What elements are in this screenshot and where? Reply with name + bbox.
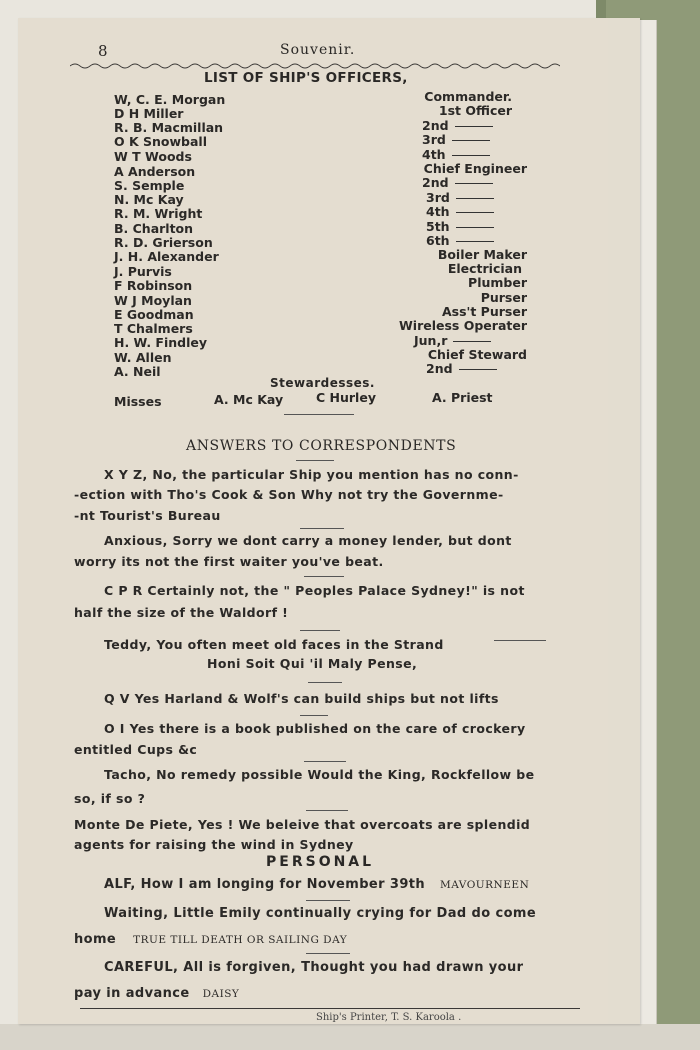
divider bbox=[306, 953, 350, 954]
answer-line: so, if so ? bbox=[74, 791, 146, 806]
ditto-line bbox=[456, 241, 494, 242]
ditto-line bbox=[452, 140, 490, 141]
ditto-line bbox=[453, 341, 491, 342]
souvenir-page bbox=[18, 18, 640, 1024]
officer-rank: 3rd bbox=[426, 191, 494, 205]
officer-name: D H Miller bbox=[114, 106, 184, 121]
misses-label: Misses bbox=[114, 394, 162, 409]
officer-rank: Jun,r bbox=[414, 334, 491, 348]
officer-rank: 4th bbox=[426, 205, 494, 219]
divider bbox=[308, 682, 342, 683]
officer-rank: Plumber bbox=[468, 275, 527, 290]
personal-heading: PERSONAL bbox=[266, 854, 375, 870]
personal-line: pay in advance DAISY bbox=[74, 986, 240, 1001]
officer-rank: Commander. bbox=[424, 89, 512, 104]
answer-line: Monte De Piete, Yes ! We beleive that overcoats are splendid bbox=[74, 817, 531, 832]
answer-line: X Y Z, No, the particular Ship you mention has no conn- bbox=[104, 467, 519, 482]
answer-line: -ection with Tho's Cook & Son Why not try the Governme- bbox=[74, 487, 504, 502]
footer-rule bbox=[80, 1008, 580, 1009]
page-body bbox=[18, 18, 608, 1024]
personal-line: Waiting, Little Emily continually crying for Dad do come bbox=[104, 906, 537, 921]
officer-rank: 1st Officer bbox=[438, 103, 512, 118]
officer-name: W T Woods bbox=[114, 149, 192, 164]
stewardess-name: C Hurley bbox=[316, 390, 376, 405]
ditto-line bbox=[459, 369, 497, 370]
personal-line: ALF, How I am longing for November 39th MAVOURNEEN bbox=[104, 877, 530, 892]
officer-rank: 3rd bbox=[422, 133, 490, 147]
bottom-margin bbox=[0, 1024, 700, 1050]
divider bbox=[300, 528, 344, 529]
signature: DAISY bbox=[202, 988, 240, 1000]
ditto-line bbox=[452, 155, 490, 156]
officer-name: O K Snowball bbox=[114, 134, 208, 149]
wavy-rule bbox=[70, 62, 560, 70]
page-number: 8 bbox=[98, 42, 108, 60]
officer-rank: Purser bbox=[480, 290, 527, 305]
answer-line: worry its not the first waiter you've beat. bbox=[74, 554, 384, 569]
officer-rank: 4th bbox=[422, 148, 490, 162]
officer-name: S. Semple bbox=[114, 178, 185, 193]
officer-rank: Chief Steward bbox=[427, 347, 527, 362]
officer-rank: 2nd bbox=[426, 362, 497, 376]
ditto-line bbox=[456, 212, 494, 213]
answer-line: -nt Tourist's Bureau bbox=[74, 508, 221, 523]
officer-name: T Chalmers bbox=[114, 321, 193, 336]
section-divider bbox=[284, 414, 354, 415]
officer-name: H. W. Findley bbox=[114, 335, 208, 350]
ditto-line bbox=[494, 640, 546, 641]
officer-name: A. Neil bbox=[114, 364, 161, 379]
officer-name: W. Allen bbox=[114, 350, 172, 365]
officers-heading: LIST OF SHIP'S OFFICERS, bbox=[204, 70, 408, 86]
signature: TRUE TILL DEATH OR SAILING DAY bbox=[133, 934, 348, 946]
officer-name: F Robinson bbox=[114, 278, 193, 293]
officer-name: J. H. Alexander bbox=[114, 249, 219, 264]
officer-rank: 5th bbox=[426, 220, 494, 234]
officer-name: A Anderson bbox=[114, 164, 196, 179]
ditto-line bbox=[455, 183, 493, 184]
officer-name: W J Moylan bbox=[114, 293, 192, 308]
answer-line: Anxious, Sorry we dont carry a money lender, but dont bbox=[104, 533, 512, 548]
page-header-title: Souvenir. bbox=[280, 42, 356, 58]
answer-line: Q V Yes Harland & Wolf's can build ships but not lifts bbox=[104, 691, 499, 706]
divider bbox=[304, 761, 346, 762]
answer-line: half the size of the Waldorf ! bbox=[74, 605, 289, 620]
stewardesses-heading: Stewardesses. bbox=[270, 376, 375, 390]
officer-rank: 2nd bbox=[422, 176, 493, 190]
stewardess-name: A. Mc Kay bbox=[214, 392, 284, 407]
officer-rank: 2nd bbox=[422, 119, 493, 133]
divider bbox=[296, 460, 334, 461]
personal-line: home TRUE TILL DEATH OR SAILING DAY bbox=[74, 932, 348, 947]
answer-line: O I Yes there is a book published on the care of crockery bbox=[104, 721, 526, 736]
answer-line: agents for raising the wind in Sydney bbox=[74, 837, 354, 852]
answer-line: Tacho, No remedy possible Would the King, Rockfellow be bbox=[104, 767, 535, 782]
answer-line: Honi Soit Qui 'il Maly Pense, bbox=[207, 656, 418, 671]
ditto-line bbox=[456, 198, 494, 199]
officer-rank: Electrician bbox=[447, 261, 522, 276]
answers-heading: ANSWERS TO CORRESPONDENTS bbox=[186, 438, 457, 454]
officer-name: W, C. E. Morgan bbox=[114, 92, 226, 107]
divider bbox=[304, 576, 344, 577]
officer-name: E Goodman bbox=[114, 307, 194, 322]
footer-text: Ship's Printer, T. S. Karoola . bbox=[316, 1012, 462, 1023]
answer-line: C P R Certainly not, the " Peoples Palace Sydney!" is not bbox=[104, 583, 525, 598]
officer-name: J. Purvis bbox=[114, 264, 172, 279]
officer-rank: Ass't Purser bbox=[441, 304, 527, 319]
ditto-line bbox=[456, 227, 494, 228]
officer-rank: Wireless Operater bbox=[399, 318, 527, 333]
signature: MAVOURNEEN bbox=[439, 879, 530, 891]
personal-line: CAREFUL, All is forgiven, Thought you had drawn your bbox=[104, 960, 524, 975]
divider bbox=[306, 810, 348, 811]
officer-name: R. D. Grierson bbox=[114, 235, 213, 250]
divider bbox=[306, 900, 350, 901]
officer-name: R. B. Macmillan bbox=[114, 120, 224, 135]
officer-name: N. Mc Kay bbox=[114, 192, 184, 207]
answer-line: Teddy, You often meet old faces in the Strand bbox=[104, 637, 444, 652]
officer-rank: 6th bbox=[426, 234, 494, 248]
officer-rank: Boiler Maker bbox=[437, 247, 527, 262]
ditto-line bbox=[455, 126, 493, 127]
officer-rank: Chief Engineer bbox=[423, 161, 527, 176]
officer-name: R. M. Wright bbox=[114, 206, 203, 221]
officer-name: B. Charlton bbox=[114, 221, 194, 236]
stewardess-name: A. Priest bbox=[432, 390, 493, 405]
divider bbox=[300, 715, 328, 716]
answer-line: entitled Cups &c bbox=[74, 742, 198, 757]
divider bbox=[300, 630, 340, 631]
